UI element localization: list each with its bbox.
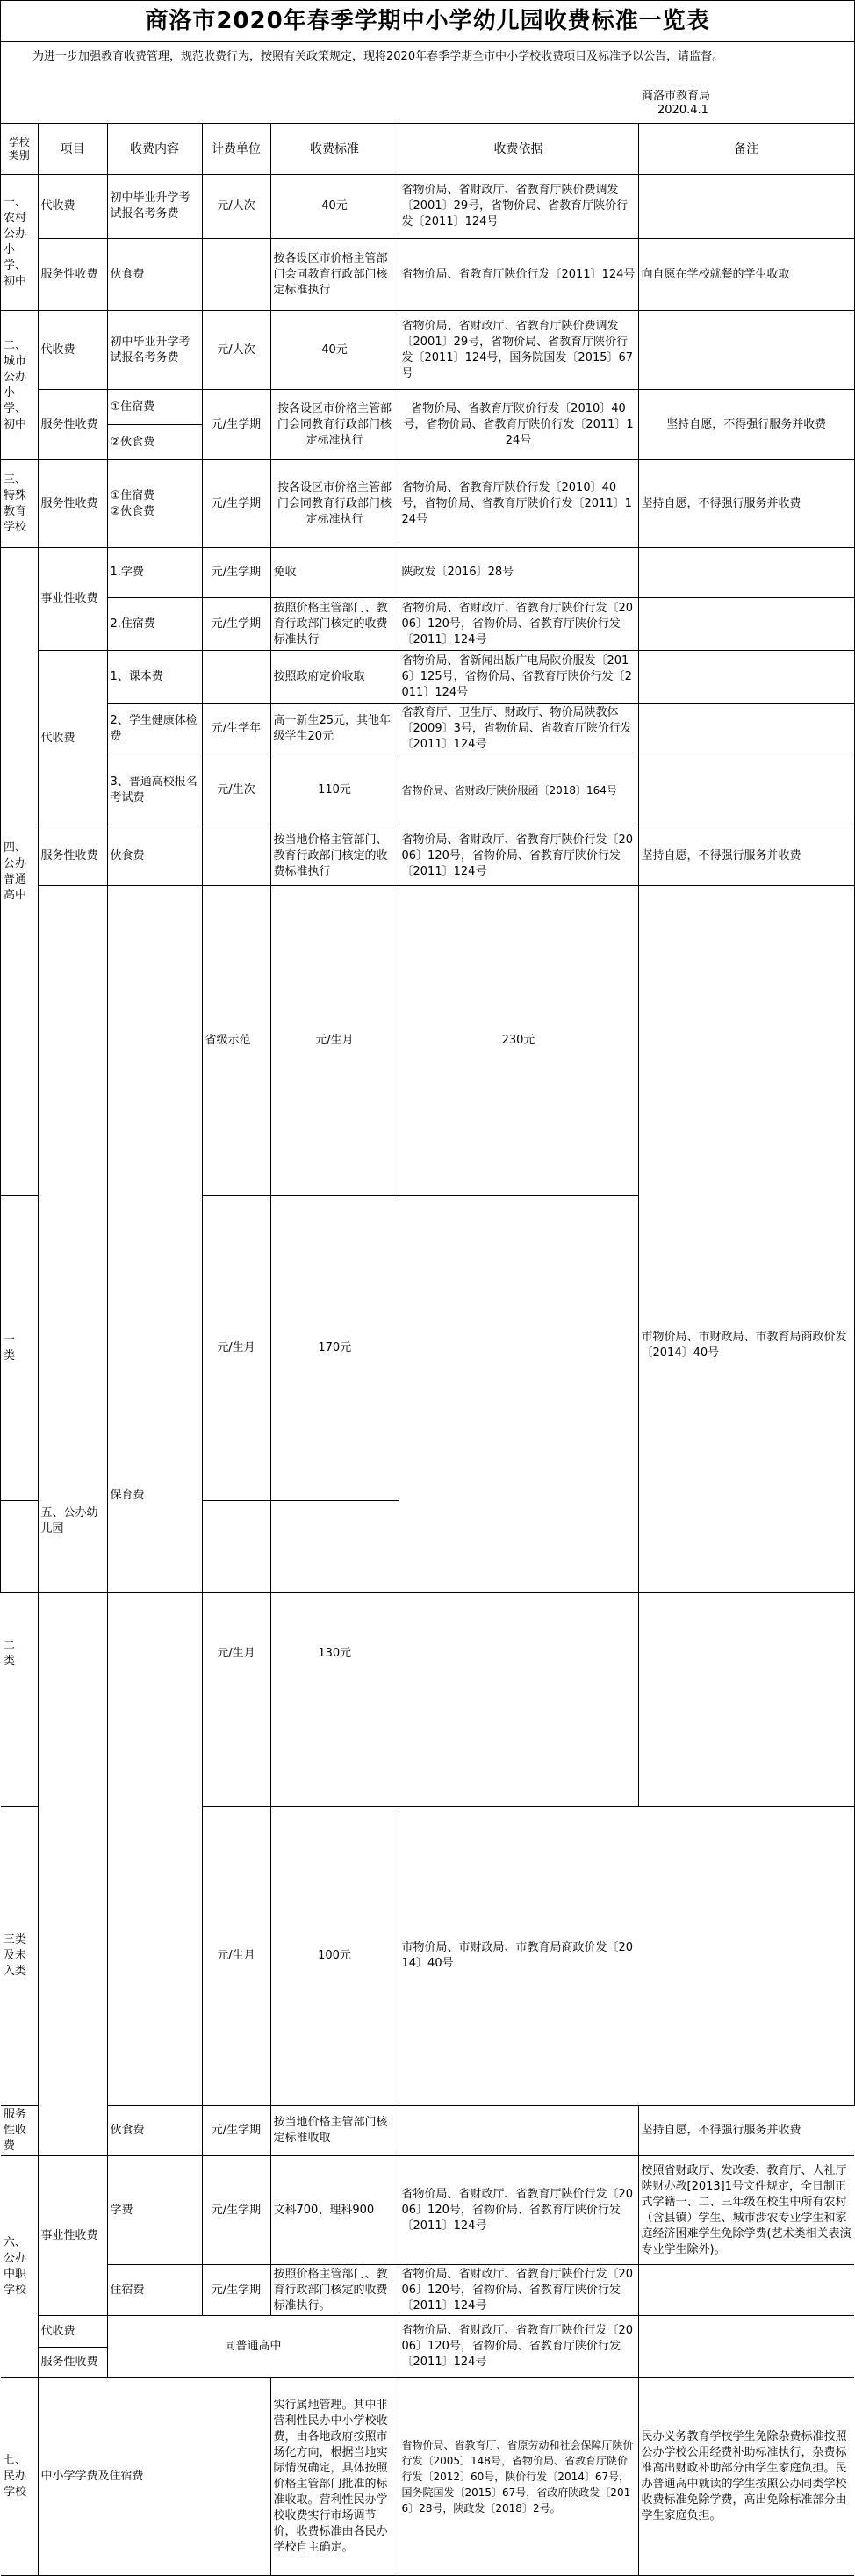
content-cell: 伙食费 [107,2106,202,2156]
standard-cell: 免收 [270,548,399,598]
remark-cell [638,311,854,390]
table-row [1,390,854,425]
unit-cell: 元/生月 [202,1501,270,1806]
item-cell: 服务性收费 [38,239,107,311]
remark-cell [638,175,854,239]
standard-cell: 文科700、理科900 [270,2156,399,2265]
standard-cell: 110元 [270,754,399,826]
fee-table [1,124,854,2576]
item-cell: 事业性收费 [38,548,107,651]
table-row [1,2265,854,2316]
remark-cell: 坚持自愿，不得强行服务并收费 [638,826,854,886]
remark-cell: 坚持自愿，不得强行服务并收费 [638,2106,854,2156]
unit-cell: 元/生月 [202,1806,270,2105]
standard-cell: 100元 [270,1806,399,2105]
unit-cell: 元/生学期 [202,2156,270,2265]
unit-cell: 元/人次 [202,175,270,239]
content-cell: 初中毕业升学考试报名考务费 [107,175,202,239]
table-row [1,175,854,239]
school-type-cell: 七、民办学校 [1,2378,38,2576]
basis-cell: 省教育厅、卫生厅、财政厅、物价局陕教体〔2009〕3号，省物价局、省教育厅陕价行发〔2011〕124号 [399,704,638,754]
basis-cell: 市物价局、市财政局、市教育局商政价发〔2014〕40号 [638,886,854,1807]
basis-cell: 省物价局、省财政厅、省教育厅陕价费调发〔2001〕29号，省物价局、省教育厅陕价行发〔2011〕124号，国务院国发〔2015〕67号 [399,311,638,390]
remark-cell: 民办义务教育学校学生免除杂费标准按照公办学校公用经费补助标准执行，杂费标准高出财政补助部分由学生家庭负担。民办普通高中就读的学生按照公办同类学校收费标准免除学费，高出免除标准部分由学生家庭负担。 [638,2378,854,2576]
item-cell: 服务性收费 [38,390,107,460]
standard-cell: 按当地价格主管部门、教育行政部门核定的收费标准执行 [270,826,399,886]
standard-cell: 170元 [270,1196,399,1501]
content-cell: 一 类 [1,1196,38,1501]
content-cell: 伙食费 [107,239,202,311]
table-row [1,826,854,886]
content-cell: 二 类 [1,1501,38,1806]
content-cell: ②伙食费 [107,425,202,460]
content-cell: 1、课本费 [107,651,202,704]
school-type-cell: 二、城市公办小学、初中 [1,311,38,460]
basis-cell: 省物价局、省教育厅、省原劳动和社会保障厅陕价行发〔2005〕148号，省物价局、省教育厅陕价行发〔2012〕60号，陕价行发〔2014〕67号，国务院国发〔2015〕67号，省政府陕政发〔2016〕28号，陕政发〔2018〕2号。 [399,2378,638,2576]
table-row [1,460,854,548]
remark-cell: 坚持自愿，不得强行服务并收费 [638,390,854,460]
item-cell: 服务性收费 [38,2348,107,2378]
notice-text: 为进一步加强教育收费管理，规范收费行为，按照有关政策规定，现将2020年春季学期全市中小学校收费项目及标准予以公告，请监督。 [32,50,724,63]
standard-cell: 130元 [270,1501,399,1806]
unit-cell [202,651,270,704]
table-row [1,651,854,704]
standard-cell: 40元 [270,175,399,239]
unit-cell: 元/生学期 [202,548,270,598]
notice-section [1,42,854,124]
table-header-row [1,124,854,175]
header-basis: 收费依据 [399,124,638,175]
header-remark: 备注 [638,124,854,175]
basis-cell: 省物价局、省财政厅、省教育厅陕价费调发〔2001〕29号，省物价局、省教育厅陕价行发〔2011〕124号 [399,175,638,239]
remark-cell: 按照省财政厅、发改委、教育厅、人社厅陕财办教[2013]1号文件规定，全日制正式学籍一、二、三年级在校生中所有农村（含县镇）学生、城市涉农专业学生和家庭经济困难学生免除学费(艺术类相关表演专业学生除外)。 [638,2156,854,2265]
table-row [1,2378,854,2576]
unit-cell [202,826,270,886]
table-row [1,704,854,754]
school-type-cell: 六、公办中职学校 [1,2156,38,2378]
header-unit: 计费单位 [202,124,270,175]
standard-cell: 230元 [399,886,638,1196]
issue-date: 2020.4.1 [657,104,708,117]
standard-cell: 高一新生25元，其他年级学生20元 [270,704,399,754]
table-row [1,2316,854,2348]
content-cell: 学费 [107,2156,202,2265]
content-cell: 3、普通高校报名考试费 [107,754,202,826]
item-cell: 事业性收费 [38,2156,107,2316]
content-cell: 2.住宿费 [107,598,202,651]
content-cell: 住宿费 [107,2265,202,2316]
standard-cell: 按当地价格主管部门核定标准收取 [270,2106,399,2156]
content-cell: 省级示范 [202,886,270,1196]
standard-cell: 按照价格主管部门、教育行政部门核定的收费标准执行 [270,598,399,651]
basis-cell: 省物价局、省教育厅陕价行发〔2010〕40号，省物价局、省教育厅陕价行发〔2011〕124号 [399,460,638,548]
content-cell [107,460,202,548]
standard-cell: 按各设区市价格主管部门会同教育行政部门核定标准执行 [270,460,399,548]
table-row [1,886,854,1196]
basis-cell: 省物价局、省财政厅、省教育厅陕价行发〔2006〕120号，省物价局、省教育厅陕价行发〔2011〕124号 [399,826,638,886]
basis-cell: 省物价局、省财政厅陕价服函〔2018〕164号 [399,754,638,826]
basis-cell: 省物价局、省财政厅、省教育厅陕价行发〔2006〕120号，省物价局、省教育厅陕价行发〔2011〕124号 [399,2316,638,2378]
content-cell: 1.学费 [107,548,202,598]
same-as-high-school-cell: 同普通高中 [107,2316,399,2378]
table-row [1,2156,854,2265]
content-cell: 伙食费 [107,826,202,886]
unit-cell: 元/生学期 [202,2106,270,2156]
remark-cell [638,754,854,826]
table-row [1,2106,854,2156]
content-cell: 中小学学费及住宿费 [38,2378,270,2576]
issuer: 商洛市教育局 [642,90,711,103]
basis-cell: 省物价局、省财政厅、省教育厅陕价行发〔2006〕120号，省物价局、省教育厅陕价行发〔2011〕124号 [399,2265,638,2316]
content-cell: 2、学生健康体检费 [107,704,202,754]
content-line: ①住宿费 [110,488,155,502]
table-row [1,239,854,311]
unit-cell: 元/生月 [202,1196,270,1501]
basis-cell: 市物价局、市财政局、市教育局商政价发〔2014〕40号 [399,1806,638,2105]
standard-cell: 实行属地管理。其中非营利性民办中小学校收费，由各地政府按照市场化方向，根据当地实际情况确定，具体按照价格主管部门批准的标准收取。营利性民办学校收费实行市场调节价，收费标准由各民办学校自主确定。 [270,2378,399,2576]
remark-cell [638,598,854,651]
standard-cell: 按照政府定价收取 [270,651,399,704]
school-type-cell: 一、农村公办小学、初中 [1,175,38,311]
item-cell: 服务性收费 [38,460,107,548]
item-cell: 保育费 [107,886,202,2106]
standard-cell: 40元 [270,311,399,390]
standard-cell: 按照价格主管部门、教育行政部门核定的收费标准执行。 [270,2265,399,2316]
standard-cell: 按各设区市价格主管部门会同教育行政部门核定标准执行 [270,239,399,311]
basis-cell: 省物价局、省财政厅、省教育厅陕价行发〔2006〕120号，省物价局、省教育厅陕价行发〔2011〕124号 [399,598,638,651]
unit-cell [202,239,270,311]
remark-cell: 坚持自愿，不得强行服务并收费 [638,460,854,548]
header-school-type: 学校类别 [1,124,38,175]
unit-cell: 元/生学期 [202,460,270,548]
school-type-cell: 三、特殊教育学校 [1,460,38,548]
unit-cell: 元/人次 [202,311,270,390]
remark-cell [638,548,854,598]
remark-cell [638,704,854,754]
content-line: ②伙食费 [110,504,155,518]
basis-cell: 省物价局、省教育厅陕价行发〔2011〕124号 [399,239,638,311]
unit-cell: 元/生学期 [202,2265,270,2316]
unit-cell: 元/生学期 [202,598,270,651]
content-cell: 初中毕业升学考试报名考务费 [107,311,202,390]
item-cell: 代收费 [38,651,107,826]
content-cell: ①住宿费 [107,390,202,425]
header-item: 项目 [38,124,107,175]
table-row [1,754,854,826]
basis-cell: 省物价局、省财政厅、省教育厅陕价行发〔2006〕120号，省物价局、省教育厅陕价行发〔2011〕124号 [399,2156,638,2265]
unit-cell: 元/生学年 [202,704,270,754]
item-cell: 代收费 [38,175,107,239]
header-standard: 收费标准 [270,124,399,175]
item-cell: 代收费 [38,311,107,390]
table-row [1,598,854,651]
remark-cell [638,651,854,704]
content-cell: 三类及未入类 [1,1806,38,2105]
item-cell: 服务性收费 [38,826,107,886]
school-type-cell: 四、公办普通高中 [1,548,38,1196]
school-type-cell: 五、公办幼儿园 [38,886,107,2156]
basis-cell: 省物价局、省教育厅陕价行发〔2010〕40号，省物价局、省教育厅陕价行发〔2011〕124号 [399,390,638,460]
standard-cell: 按各设区市价格主管部门会同教育行政部门核定标准执行 [270,390,399,460]
unit-cell: 元/生月 [270,886,399,1196]
item-cell: 服务性收费 [1,2106,38,2156]
remark-cell: 向自愿在学校就餐的学生收取 [638,239,854,311]
table-row [1,548,854,598]
basis-cell: 陕政发〔2016〕28号 [399,548,638,598]
remark-cell [638,2265,854,2316]
basis-cell: 省物价局、省新闻出版广电局陕价服发〔2016〕125号，省物价局、省教育厅陕价行发〔2011〕124号 [399,651,638,704]
remark-cell [638,2316,854,2378]
header-content: 收费内容 [107,124,202,175]
unit-cell: 元/生学期 [202,390,270,460]
page-title: 商洛市2020年春季学期中小学幼儿园收费标准一览表 [1,1,854,42]
basis-cell [399,2106,638,2156]
table-row [1,311,854,390]
item-cell: 代收费 [38,2316,107,2348]
unit-cell: 元/生次 [202,754,270,826]
